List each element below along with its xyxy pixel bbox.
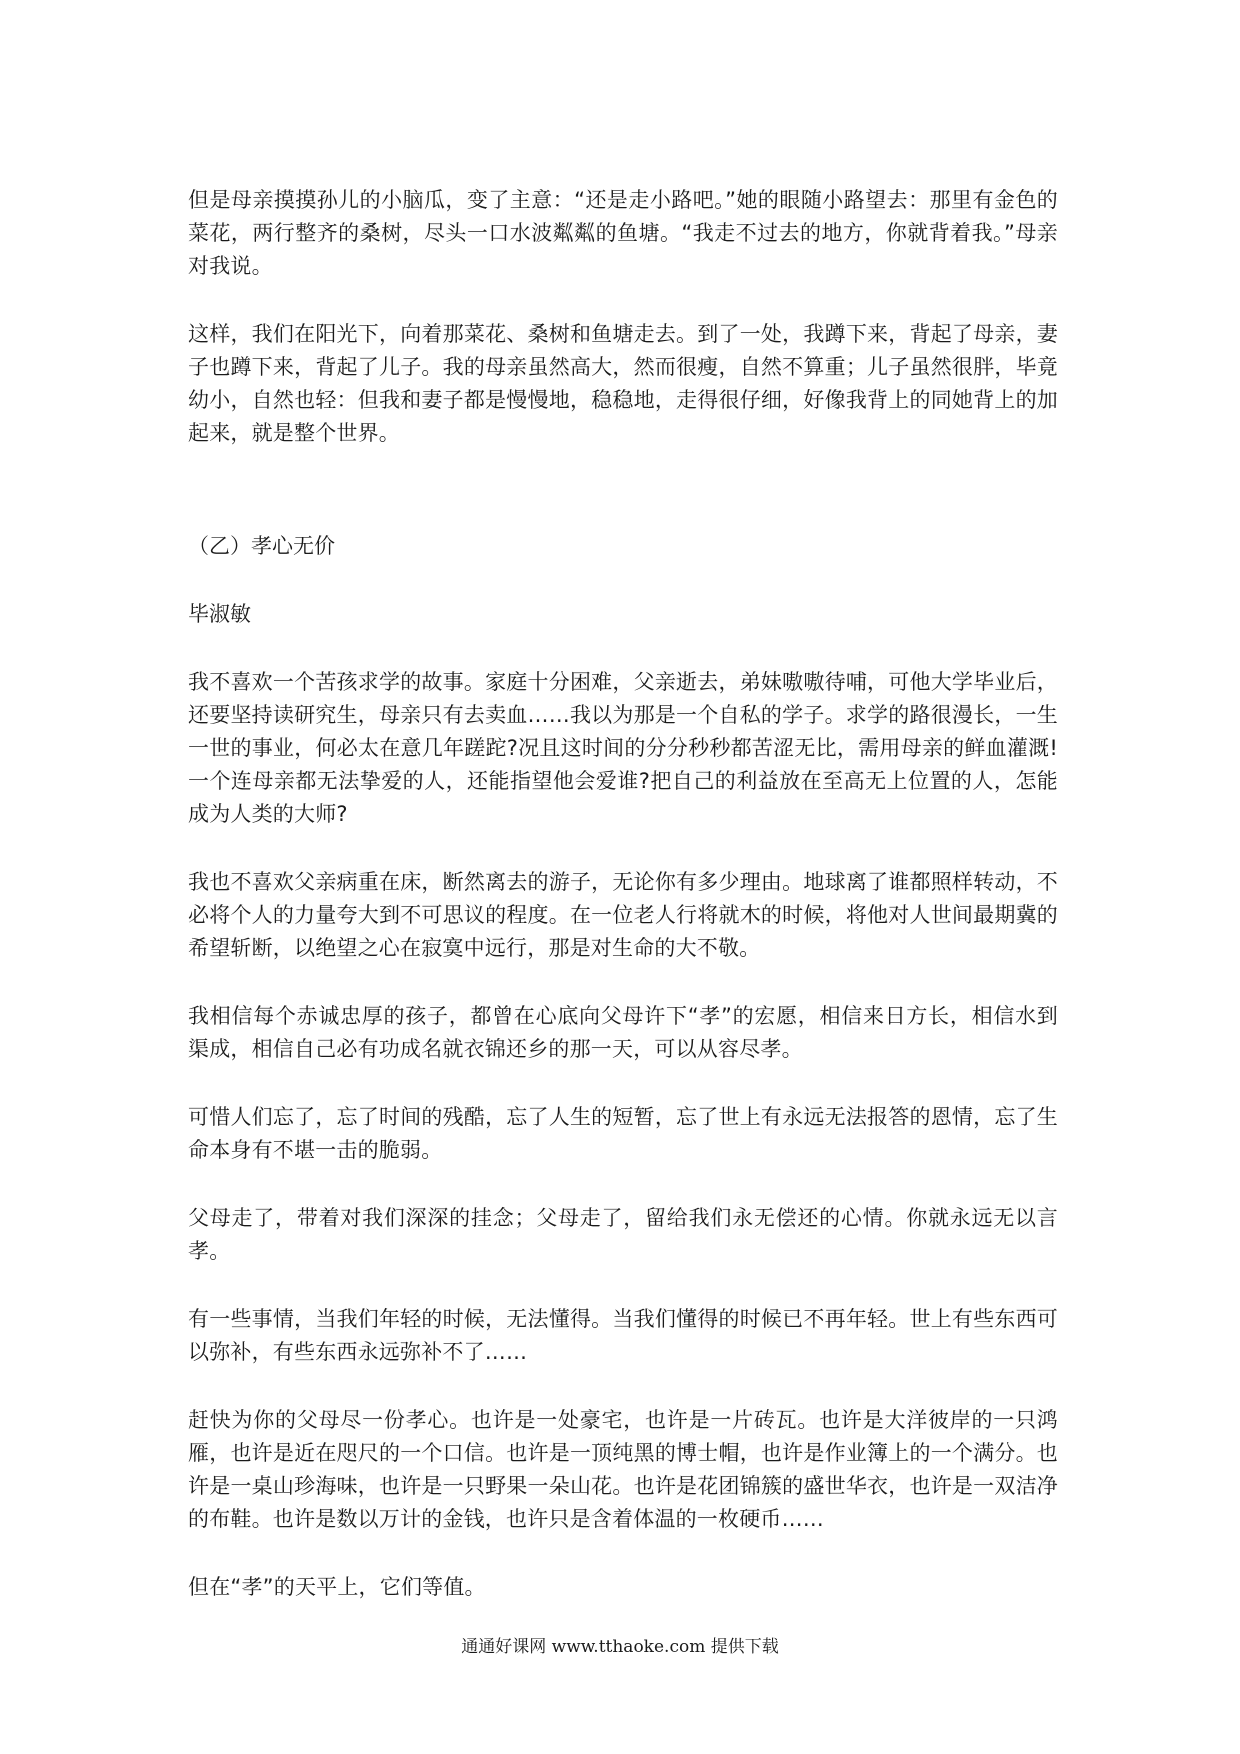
document-body xyxy=(188,184,1058,1604)
paragraph: 我也不喜欢父亲病重在床，断然离去的游子，无论你有多少理由。地球离了谁都照样转动，不必将个人的力量夸大到不可思议的程度。在一位老人行将就木的时候，将他对人世间最期冀的希望斩断，以绝望之心在寂寞中远行，那是对生命的大不敬。 xyxy=(188,870,1058,960)
page-footer: 通通好课网 www.tthaoke.com 提供下载 xyxy=(461,1637,779,1657)
paragraph: 赶快为你的父母尽一份孝心。也许是一处豪宅，也许是一片砖瓦。也许是大洋彼岸的一只鸿雁，也许是近在咫尺的一个口信。也许是一顶纯黑的博士帽，也许是作业簿上的一个满分。也许是一桌山珍海味，也许是一只野果一朵山花。也许是花团锦簇的盛世华衣，也许是一双洁净的布鞋。也许是数以万计的金钱，也许只是含着体温的一枚硬币…… xyxy=(188,1408,1058,1531)
paragraph: 我相信每个赤诚忠厚的孩子，都曾在心底向父母许下“孝”的宏愿，相信来日方长，相信水到渠成，相信自己必有功成名就衣锦还乡的那一天，可以从容尽孝。 xyxy=(188,1004,1058,1061)
paragraph: 父母走了，带着对我们深深的挂念；父母走了，留给我们永无偿还的心情。你就永远无以言孝。 xyxy=(188,1206,1058,1263)
paragraph: 这样，我们在阳光下，向着那菜花、桑树和鱼塘走去。到了一处，我蹲下来，背起了母亲，妻子也蹲下来，背起了儿子。我的母亲虽然高大，然而很瘦，自然不算重；儿子虽然很胖，毕竟幼小，自然也轻：但我和妻子都是慢慢地，稳稳地，走得很仔细，好像我背上的同她背上的加起来，就是整个世界。 xyxy=(188,322,1058,445)
author-name: 毕淑敏 xyxy=(188,602,251,626)
paragraph: 可惜人们忘了，忘了时间的残酷，忘了人生的短暂，忘了世上有永远无法报答的恩情，忘了生命本身有不堪一击的脆弱。 xyxy=(188,1105,1058,1162)
paragraph: 有一些事情，当我们年轻的时候，无法懂得。当我们懂得的时候已不再年轻。世上有些东西可以弥补，有些东西永远弥补不了…… xyxy=(188,1307,1058,1364)
section-title: （乙）孝心无价 xyxy=(188,534,335,558)
paragraph: 我不喜欢一个苦孩求学的故事。家庭十分困难，父亲逝去，弟妹嗷嗷待哺，可他大学毕业后，还要坚持读研究生，母亲只有去卖血……我以为那是一个自私的学子。求学的路很漫长，一生一世的事业，何必太在意几年蹉跎?况且这时间的分分秒秒都苦涩无比，需用母亲的鲜血灌溉!一个连母亲都无法挚爱的人，还能指望他会爱谁?把自己的利益放在至高无上位置的人，怎能成为人类的大师? xyxy=(188,670,1058,826)
paragraph: 但是母亲摸摸孙儿的小脑瓜，变了主意：“还是走小路吧。”她的眼随小路望去：那里有金色的菜花，两行整齐的桑树，尽头一口水波粼粼的鱼塘。“我走不过去的地方，你就背着我。”母亲对我说。 xyxy=(188,188,1058,278)
paragraph: 但在“孝”的天平上，它们等值。 xyxy=(188,1575,486,1599)
